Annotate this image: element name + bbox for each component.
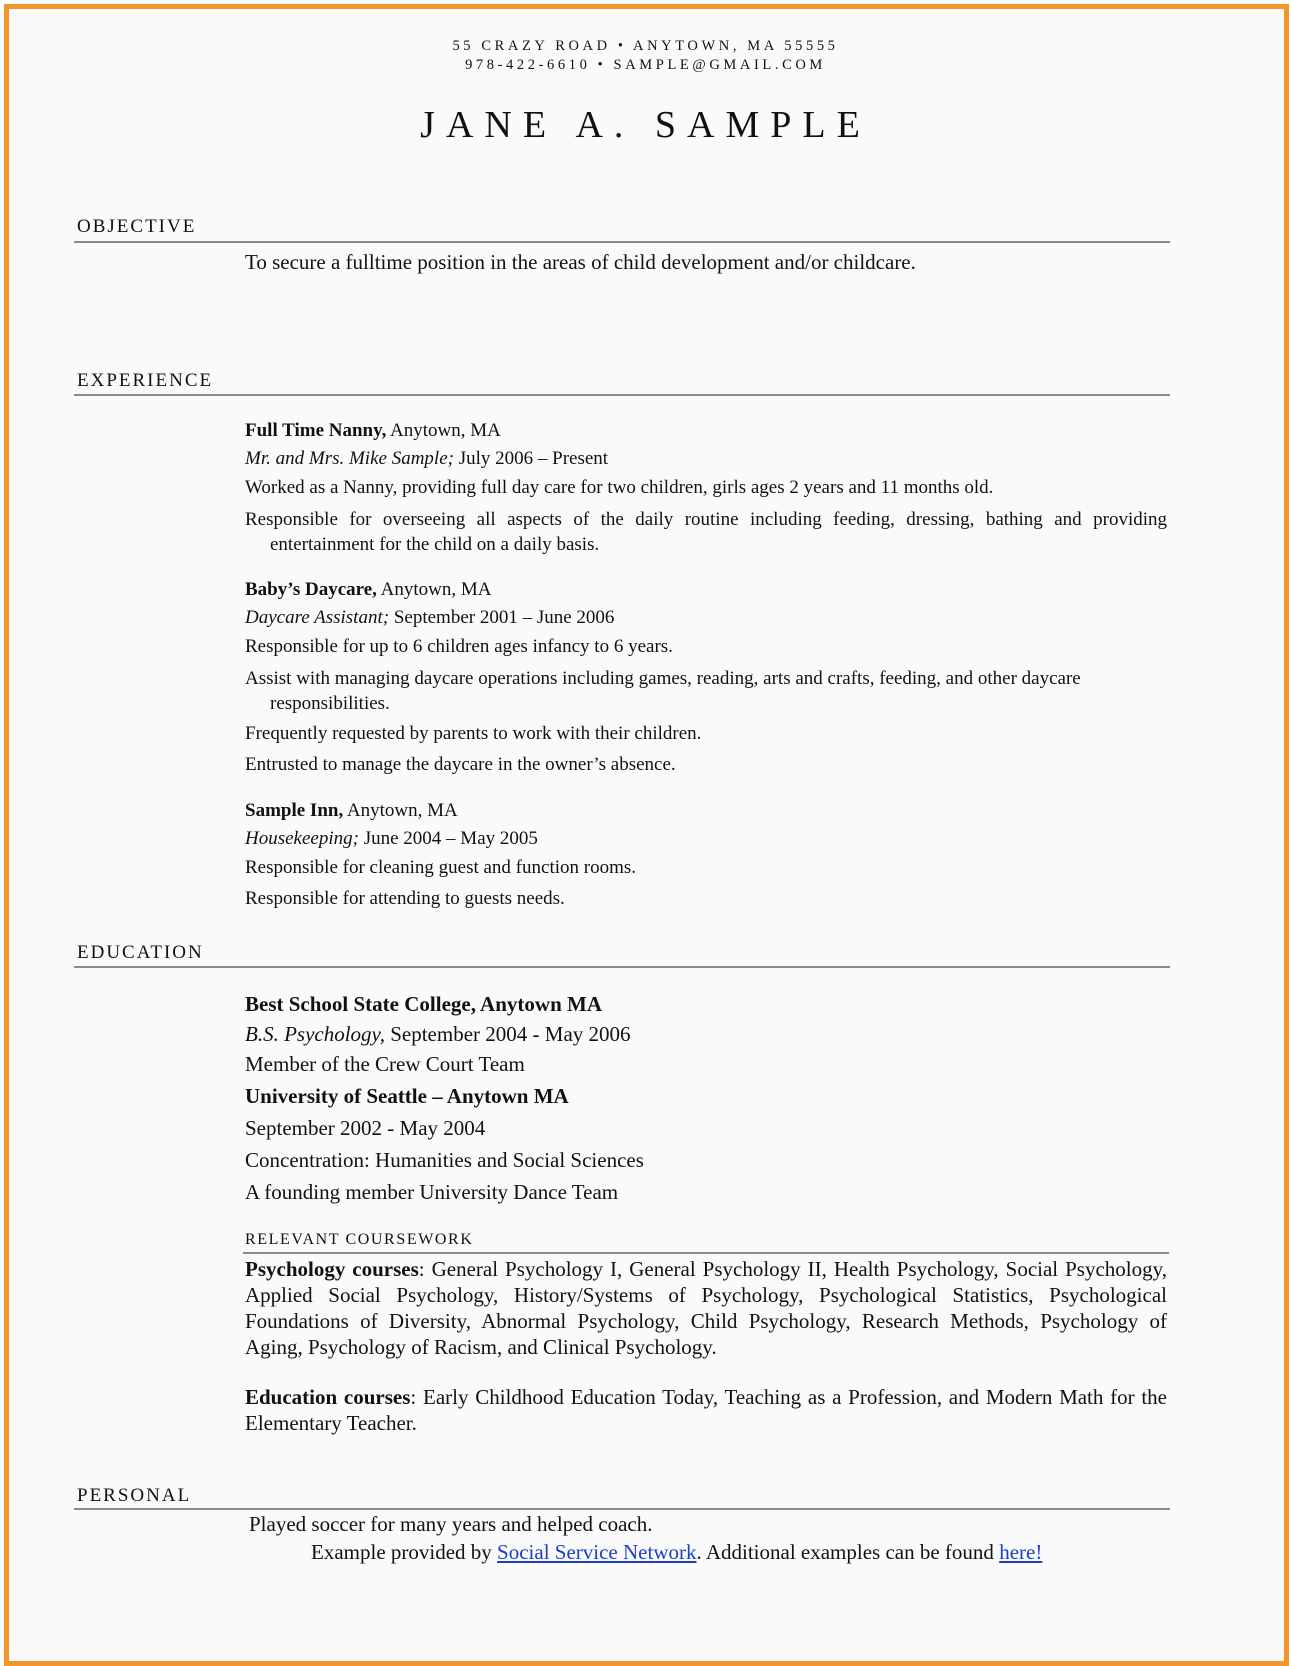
coursework-title: RELEVANT COURSEWORK [245, 1231, 474, 1248]
social-service-network-link[interactable]: Social Service Network [497, 1540, 697, 1564]
objective-text: To secure a fulltime position in the areas of child development and/or childcare. [245, 250, 916, 274]
more-examples-link[interactable]: here! [999, 1540, 1043, 1564]
degree-dates: September 2004 - May 2006 [384, 1022, 631, 1046]
section-divider [74, 394, 1170, 396]
school-name [245, 1084, 569, 1109]
job-duty [245, 666, 1167, 716]
address-line: 55 CRAZY ROAD • ANYTOWN, MA 55555 [452, 38, 839, 54]
section-title-personal: PERSONAL [77, 1485, 192, 1506]
section-divider [74, 1508, 1170, 1510]
job-duty-line: Assist with managing daycare operations including games, reading, arts and crafts, feeding, and other daycare [245, 668, 1081, 689]
footer-prefix: Example provided by [311, 1540, 498, 1564]
section-title-experience: EXPERIENCE [77, 370, 214, 391]
psychology-courses-label: Psychology courses [245, 1257, 419, 1281]
job-duty: Responsible for attending to guests needs. [245, 888, 565, 909]
job-duty-line: entertainment for the child on a daily basis. [270, 534, 600, 555]
education-activity: A founding member University Dance Team [245, 1180, 619, 1204]
job-dates: September 2001 – June 2006 [389, 607, 615, 628]
job-heading [245, 420, 501, 442]
school-name-text: Best School State College, Anytown MA [245, 992, 602, 1016]
job-heading [245, 579, 491, 601]
job-duty [245, 507, 1167, 557]
education-activity: Member of the Crew Court Team [245, 1052, 525, 1076]
job-role: Housekeeping; [245, 828, 359, 849]
psychology-courses [245, 1256, 1167, 1360]
job-dates: July 2006 – Present [453, 448, 609, 469]
degree-line [245, 1022, 631, 1047]
education-courses [245, 1384, 1167, 1436]
job-role-line [245, 607, 614, 629]
psychology-courses-list: : General Psychology I, General Psychology II, Health Psychology, Social Psychology, Applied Social Psychology, History/Systems of Psychology, Psychological Statistics, Psychological Foundations of Diversity, Abnormal Psychology, Child Psychology, Research Methods, Psychology of Aging, Psychology of Racism, and Clinical Psychology. [245, 1257, 1167, 1359]
job-role: Daycare Assistant; [245, 607, 390, 628]
job-duty-line: Responsible for overseeing all aspects of the daily routine including feeding, dressing, bathing and providing [245, 509, 1167, 530]
job-duty: Frequently requested by parents to work with their children. [245, 723, 702, 744]
education-concentration: Concentration: Humanities and Social Sciences [245, 1148, 644, 1172]
job-duty-line: responsibilities. [270, 693, 390, 714]
coursework-divider [243, 1252, 1169, 1254]
job-duty: Entrusted to manage the daycare in the owner’s absence. [245, 754, 676, 775]
job-role-line [245, 448, 608, 470]
education-courses-label: Education courses [245, 1385, 411, 1409]
job-role-line [245, 828, 538, 850]
section-title-objective: OBJECTIVE [77, 216, 197, 237]
job-heading [245, 800, 458, 822]
job-location: Anytown, MA [376, 579, 492, 600]
job-duty: Worked as a Nanny, providing full day care for two children, girls ages 2 years and 11 months old. [245, 477, 994, 498]
job-location: Anytown, MA [386, 420, 501, 441]
footer-middle: . Additional examples can be found [696, 1540, 1000, 1564]
job-employer: Baby’s Daycare, [245, 579, 377, 600]
job-location: Anytown, MA [343, 800, 458, 821]
job-duty: Responsible for up to 6 children ages infancy to 6 years. [245, 636, 673, 657]
section-divider [74, 966, 1170, 968]
job-employer: Full Time Nanny, [245, 420, 387, 441]
applicant-name: JANE A. SAMPLE [420, 104, 871, 146]
section-divider [74, 241, 1170, 243]
section-title-education: EDUCATION [77, 942, 204, 963]
personal-text: Played soccer for many years and helped coach. [249, 1512, 653, 1536]
footer-credit [311, 1540, 1042, 1565]
job-dates: June 2004 – May 2005 [358, 828, 538, 849]
job-role: Mr. and Mrs. Mike Sample; [245, 448, 454, 469]
job-duty: Responsible for cleaning guest and function rooms. [245, 857, 637, 878]
education-dates: September 2002 - May 2004 [245, 1116, 486, 1140]
job-employer: Sample Inn, [245, 800, 344, 821]
contact-line: 978-422-6610 • SAMPLE@GMAIL.COM [465, 57, 826, 73]
degree: B.S. Psychology, [245, 1022, 385, 1046]
school-name [245, 992, 602, 1017]
school-name-text: University of Seattle – Anytown MA [245, 1084, 569, 1108]
education-courses-list: : Early Childhood Education Today, Teaching as a Profession, and Modern Math for the Elementary Teacher. [245, 1385, 1167, 1435]
